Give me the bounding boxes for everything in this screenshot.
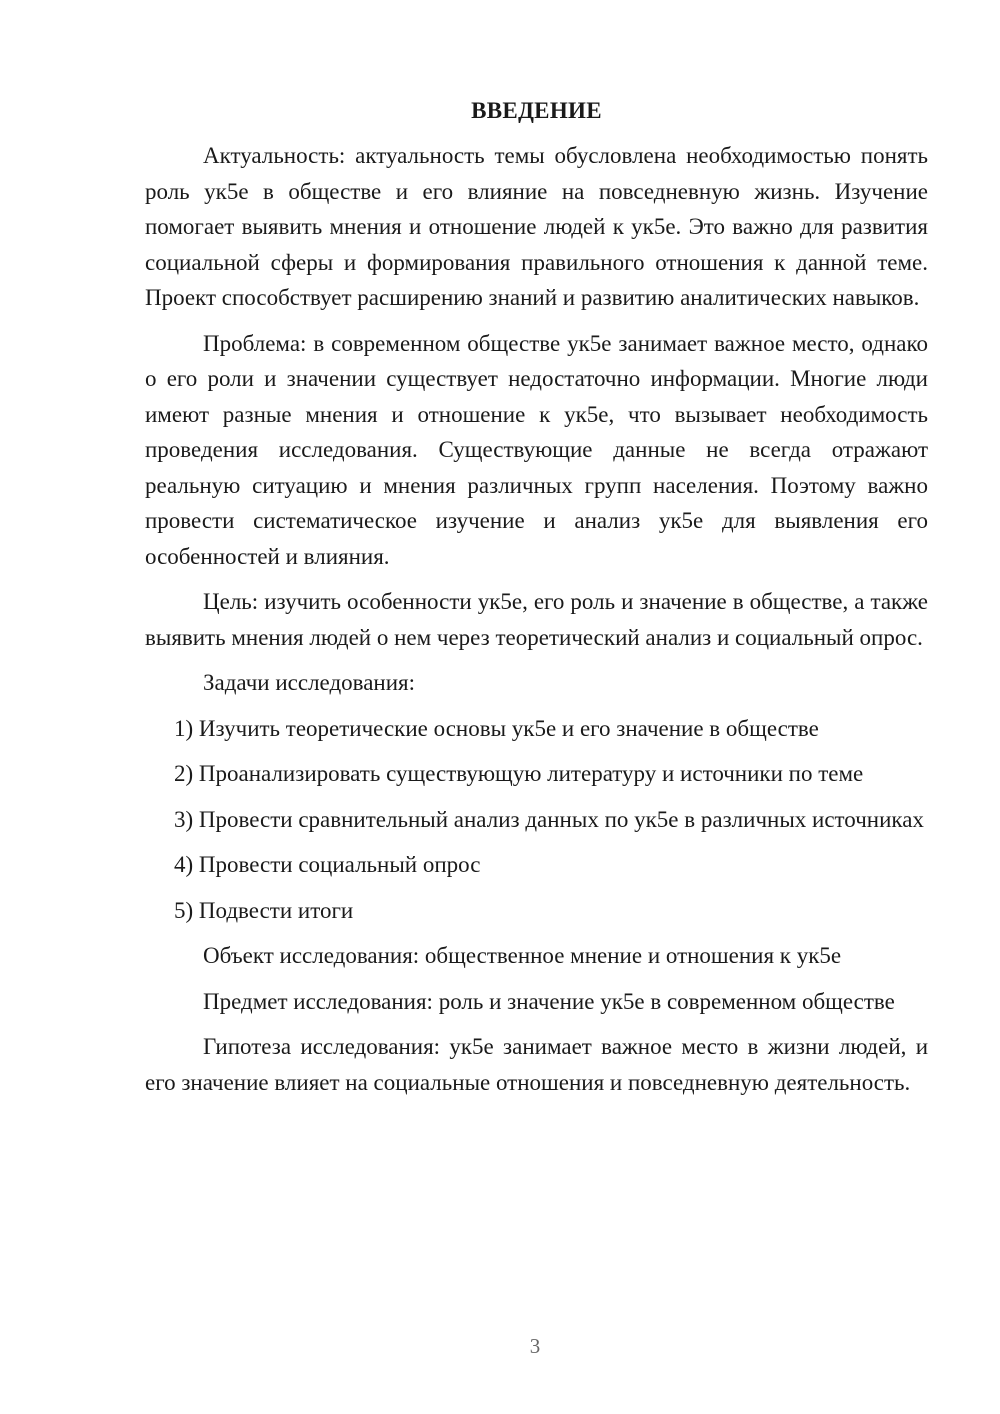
task-item: 4) Провести социальный опрос [174,852,481,877]
tasks-title: Задачи исследования: [203,670,416,695]
relevance-paragraph: Актуальность: актуальность темы обусловлена необходимостью понять роль ук5е в обществе и его влияние на повседневную жизнь. Изучение помогает выявить мнения и отношение людей к ук5е. Это важно для развития социальной сферы и формирования правильного отношения к данной теме. Проект способствует расширению знаний и развитию аналитических навыков. [145,143,928,310]
task-item: 2) Проанализировать существующую литературу и источники по теме [174,761,864,786]
task-item: 1) Изучить теоретические основы ук5е и его значение в обществе [174,715,819,741]
section-heading: ВВЕДЕНИЕ [471,98,602,123]
hypothesis-paragraph: Гипотеза исследования: ук5е занимает важное место в жизни людей, и его значение влияет на социальные отношения и повседневную деятельность. [145,1034,928,1095]
task-item: 5) Подвести итоги [174,897,354,923]
document-page [145,96,928,1110]
tasks-list [145,711,928,929]
problem-paragraph: Проблема: в современном обществе ук5е занимает важное место, однако о его роли и значении существует недостаточно информации. Многие люди имеют разные мнения и отношение к ук5е, что вызывает необходимость проведения исследования. Существующие данные не всегда отражают реальную ситуацию и мнения различных групп населения. Поэтому важно провести систематическое изучение и анализ ук5е для выявления его особенностей и влияния. [145,330,928,569]
object-paragraph: Объект исследования: общественное мнение и отношения к ук5е [203,943,842,968]
subject-paragraph: Предмет исследования: роль и значение ук5е в современном обществе [203,988,895,1014]
page-number: 3 [529,1334,541,1358]
goal-paragraph: Цель: изучить особенности ук5е, его роль и значение в обществе, а также выявить мнения людей о нем через теоретический анализ и социальный опрос. [145,589,928,650]
task-item: 3) Провести сравнительный анализ данных по ук5е в различных источниках [174,806,924,832]
